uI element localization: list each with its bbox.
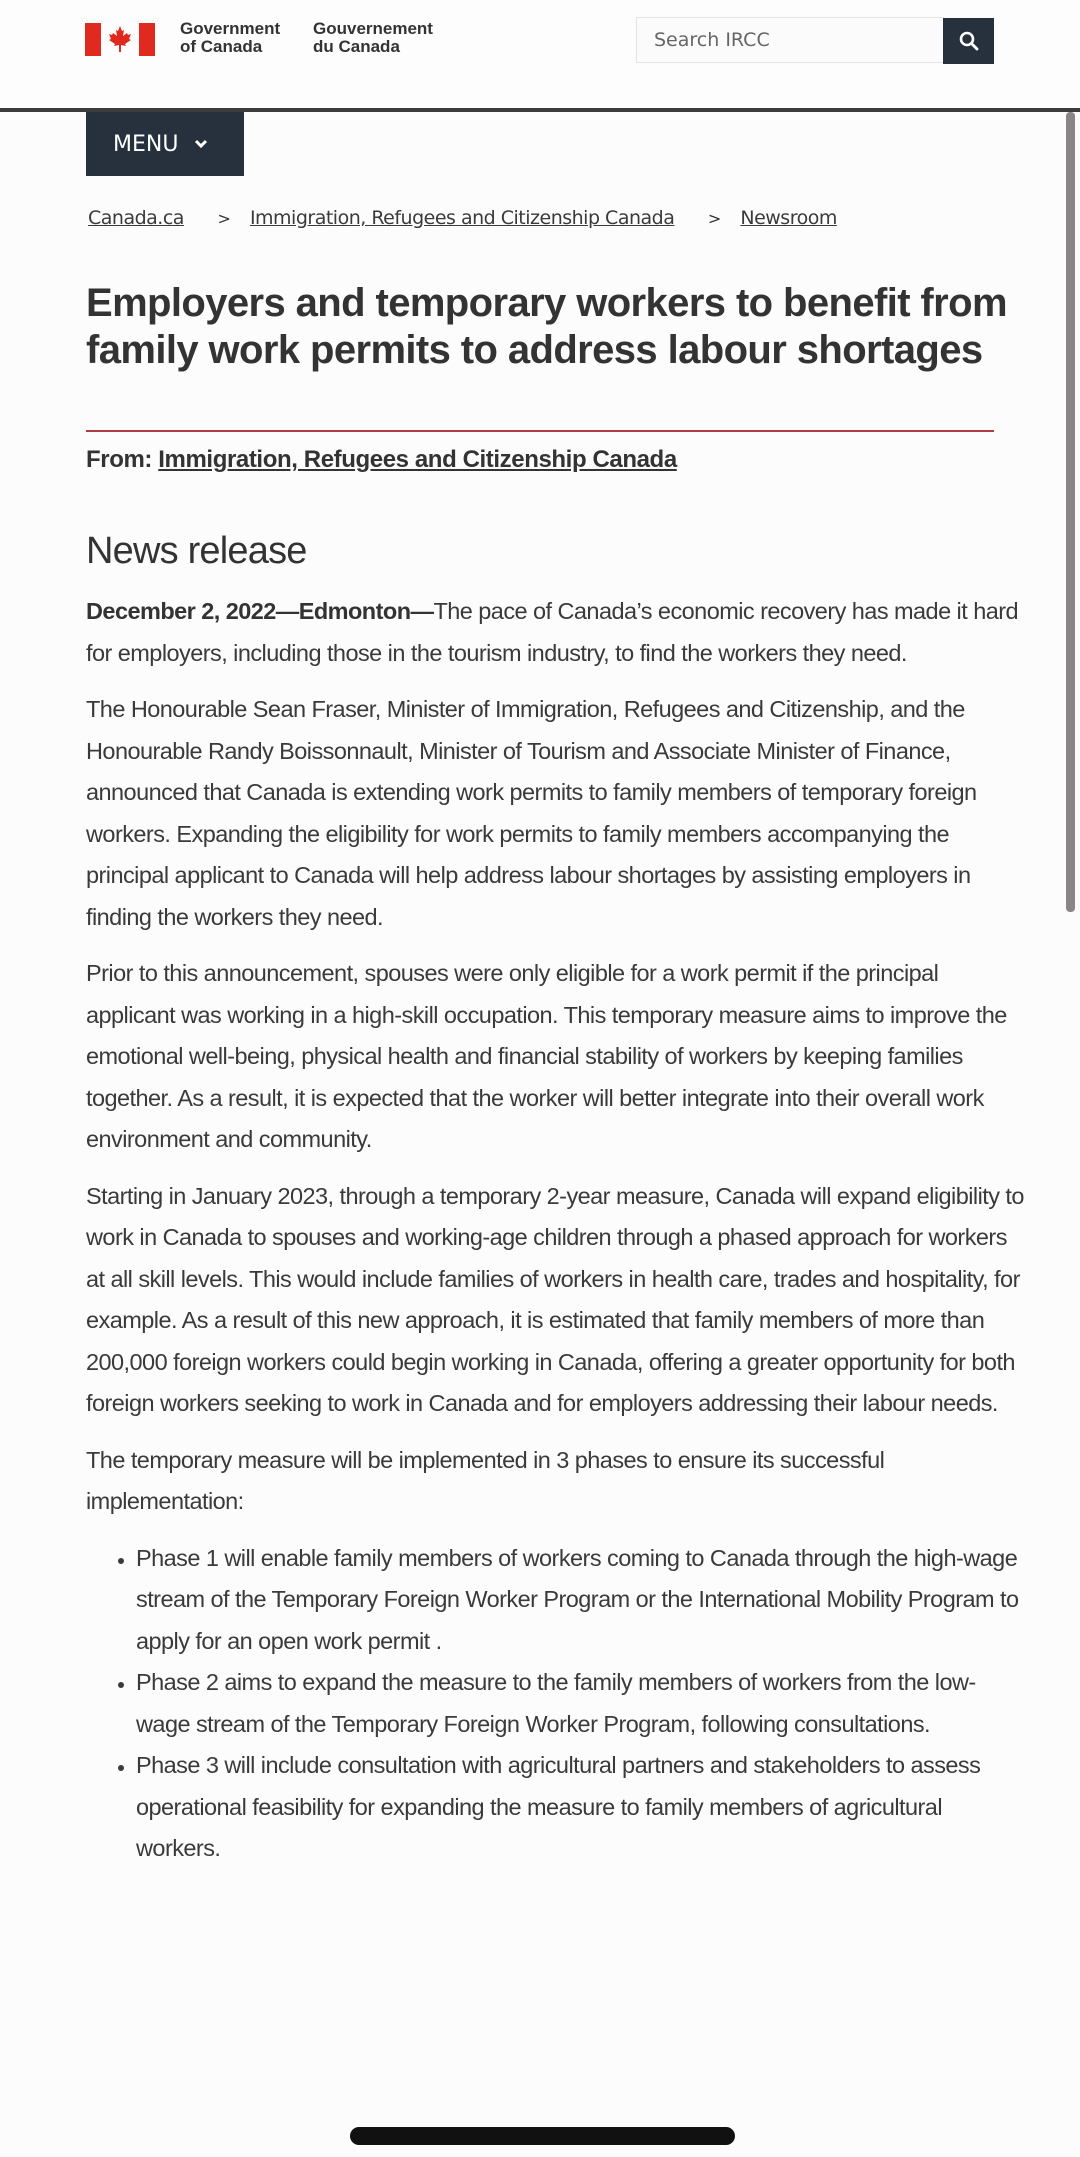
gov-en-line2: of Canada: [180, 37, 263, 56]
breadcrumb-separator: >: [217, 209, 231, 228]
phase-item: • Phase 1 will enable family members of workers coming to Canada through the high-wage stream of the Temporary Foreign Worker Program or the International Mobility Program to apply for an open work permit .: [136, 1538, 1026, 1663]
breadcrumb-newsroom[interactable]: Newsroom: [740, 207, 837, 229]
redaction-bar: [350, 2127, 735, 2145]
breadcrumb-canada-ca[interactable]: Canada.ca: [88, 207, 184, 229]
search-icon: [959, 31, 979, 51]
page-title: Employers and temporary workers to benefit from family work permits to address labour shortages: [86, 281, 1007, 372]
title-divider: [86, 430, 994, 432]
breadcrumb: [88, 207, 837, 229]
search-input[interactable]: [637, 18, 943, 62]
canada-flag-icon[interactable]: [85, 23, 155, 56]
phases-list: [86, 1538, 1026, 1870]
dateline: December 2, 2022—Edmonton—: [86, 598, 434, 624]
government-of-canada-wordmark[interactable]: [180, 20, 280, 56]
paragraph: The Honourable Sean Fraser, Minister of Immigration, Refugees and Citizenship, and the Honourable Randy Boissonnault, Minister of Tourism and Associate Minister of Finance, announced that Canada is extending work permits to family members of temporary foreign workers. Expanding the eligibility for work permits to family members accompanying the principal applicant to Canada will help address labour shortages by assisting employers in finding the workers they need.: [86, 696, 977, 930]
flag-right-bar: [139, 23, 155, 56]
breadcrumb-ircc[interactable]: Immigration, Refugees and Citizenship Canada: [249, 207, 675, 229]
paragraph: Starting in January 2023, through a temporary 2-year measure, Canada will expand eligibility to work in Canada to spouses and working-age children through a phased approach for workers at all skill levels. This would include families of workers in health care, trades and hospitality, for example. As a result of this new approach, it is estimated that family members of more than 200,000 foreign workers could begin working in Canada, offering a greater opportunity for both foreign workers seeking to work in Canada and for employers addressing their labour needs.: [86, 1182, 1024, 1416]
gov-en-line1: Government: [180, 19, 281, 38]
section-heading: News release: [86, 530, 307, 572]
scrollbar[interactable]: [1066, 112, 1075, 912]
from-label: From:: [86, 446, 152, 473]
intro-text: The pace of Canada’s economic recovery has made it hard for employers, including those in the tourism industry, to find the workers they need.: [86, 598, 1019, 666]
phase-item: • Phase 2 aims to expand the measure to the family members of workers from the low-wage stream of the Temporary Foreign Worker Program, following consultations.: [136, 1662, 1026, 1745]
menu-label: MENU: [113, 131, 179, 157]
paragraph: The temporary measure will be implemented in 3 phases to ensure its successful implementation:: [86, 1446, 885, 1514]
maple-leaf-icon: [107, 25, 133, 53]
site-header: [0, 0, 1080, 108]
breadcrumb-separator: >: [707, 209, 721, 228]
from-line: [86, 446, 677, 474]
paragraph-intro: [86, 591, 1026, 674]
article-body: [86, 591, 1026, 1870]
search-button[interactable]: [943, 18, 994, 64]
flag-left-bar: [85, 23, 101, 56]
gouvernement-du-canada-wordmark[interactable]: [313, 20, 433, 56]
from-department-link[interactable]: Immigration, Refugees and Citizenship Canada: [158, 446, 677, 473]
gov-fr-line2: du Canada: [313, 37, 400, 56]
menu-button[interactable]: [86, 112, 244, 176]
paragraph: Prior to this announcement, spouses were only eligible for a work permit if the principal applicant was working in a high-skill occupation. This temporary measure aims to improve the emotional well-being, physical health and financial stability of workers by keeping families together. As a result, it is expected that the worker will better integrate into their overall work environment and community.: [86, 960, 1007, 1152]
gov-fr-line1: Gouvernement: [313, 19, 433, 38]
chevron-down-icon: [194, 139, 208, 149]
phase-item: • Phase 3 will include consultation with agricultural partners and stakeholders to assess operational feasibility for expanding the measure to family members of agricultural workers.: [136, 1745, 1026, 1870]
search-box: [636, 17, 944, 63]
